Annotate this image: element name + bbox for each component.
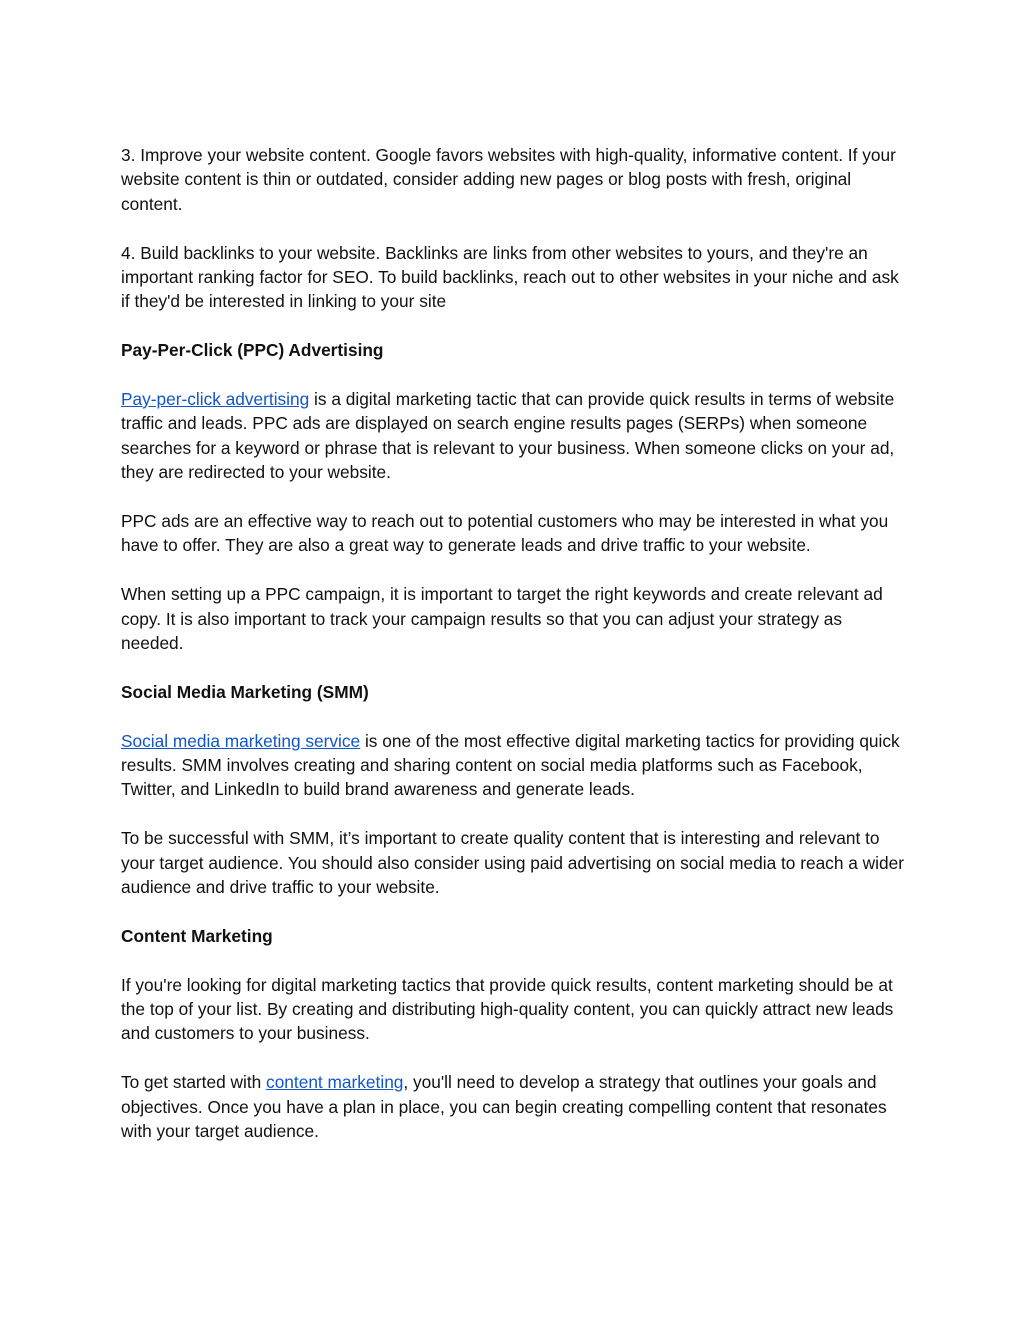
paragraph-ppc-intro	[121, 387, 905, 485]
link-pay-per-click-advertising[interactable]: Pay-per-click advertising	[121, 389, 310, 410]
paragraph-ppc-intro-text: is a digital marketing tactic that can provide quick results in terms of website traffic and leads. PPC ads are displayed on search engine results pages (SERPs) when someone searches for a keyword or phrase that is relevant to your business. When someone clicks on your ad, they are redirected to your website.	[121, 389, 895, 483]
paragraph-ppc-campaign: When setting up a PPC campaign, it is important to target the right keywords and create relevant ad copy. It is also important to track your campaign results so that you can adjust your strategy as needed.	[121, 584, 883, 654]
paragraph-smm-intro	[121, 729, 905, 802]
paragraph-content-marketing-start	[121, 1070, 905, 1143]
heading-ppc: Pay-Per-Click (PPC) Advertising	[121, 340, 384, 361]
paragraph-content-marketing-rest-text: , you'll need to develop a strategy that outlines your goals and objectives. Once you have a plan in place, you can begin creating compelling content that resonates with your target audience.	[121, 1072, 887, 1142]
link-social-media-marketing-service[interactable]: Social media marketing service	[121, 730, 361, 751]
paragraph-smm-intro-text: is one of the most effective digital marketing tactics for providing quick results. SMM involves creating and sharing content on social media platforms such as Facebook, Twitter, and LinkedIn to build brand awareness and generate leads.	[121, 730, 900, 800]
paragraph-content-marketing-intro: If you're looking for digital marketing tactics that provide quick results, content marketing should be at the top of your list. By creating and distributing high-quality content, you can quickly attract new leads and customers to your business.	[121, 974, 894, 1044]
paragraph-build-backlinks: 4. Build backlinks to your website. Backlinks are links from other websites to yours, and they're an important ranking factor for SEO. To build backlinks, reach out to other websites in your niche and ask if they'd be interested in linking to your site	[121, 242, 899, 312]
heading-content-marketing: Content Marketing	[121, 925, 273, 946]
paragraph-content-marketing-start-text: To get started with	[121, 1072, 267, 1093]
paragraph-improve-content: 3. Improve your website content. Google favors websites with high-quality, informative content. If your website content is thin or outdated, consider adding new pages or blog posts with fresh, original content.	[121, 145, 896, 214]
paragraph-smm-success: To be successful with SMM, it’s important to create quality content that is interesting and relevant to your target audience. You should also consider using paid advertising on social media to reach a wider audience and drive traffic to your website.	[121, 828, 904, 898]
heading-smm: Social Media Marketing (SMM)	[121, 681, 369, 702]
link-content-marketing[interactable]: content marketing	[266, 1072, 404, 1093]
paragraph-ppc-effective: PPC ads are an effective way to reach out to potential customers who may be interested in what you have to offer. They are also a great way to generate leads and drive traffic to your website.	[121, 511, 889, 556]
document-page	[121, 143, 905, 1143]
